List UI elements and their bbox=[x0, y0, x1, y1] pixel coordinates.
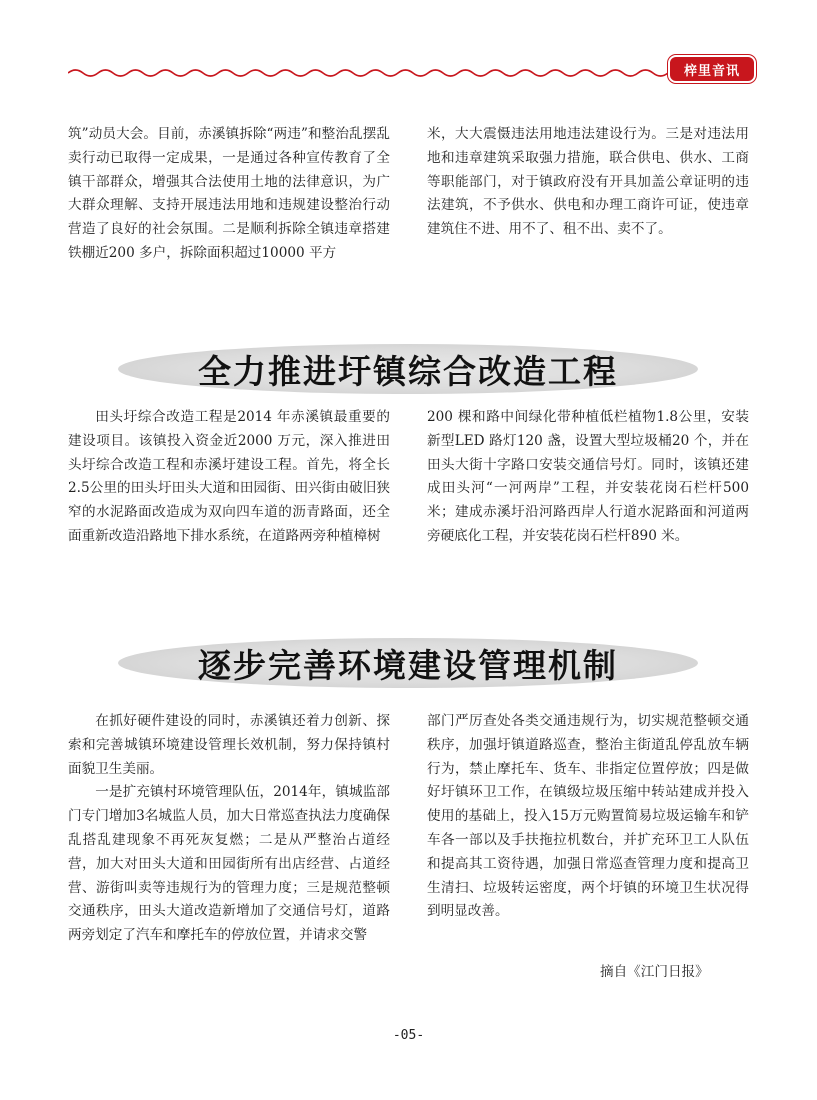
section0-right-column bbox=[427, 123, 749, 242]
section2-left-paragraph-1: 在抓好硬件建设的同时，赤溪镇还着力创新、探索和完善城镇环境建设管理长效机制，努力保持镇村面貌卫生美丽。 bbox=[68, 713, 390, 777]
header-wave-border bbox=[68, 66, 668, 80]
section2-heading-banner bbox=[118, 636, 698, 690]
section2-right-column bbox=[427, 710, 749, 924]
source-citation: 摘自《江门日报》 bbox=[600, 964, 709, 980]
section2-left-paragraph-2: 一是扩充镇村环境管理队伍，2014年，镇城监部门专门增加3名城监人员，加大日常巡查执法力度确保乱搭乱建现象不再死灰复燃；二是从严整治占道经营，加大对田头大道和田园街所有出店经营、占道经营、游街叫卖等违规行为的管理力度；三是规范整顿交通秩序，田头大道改造新增加了交通信号灯，道路两旁划定了汽车和摩托车的停放位置，并请求交警 bbox=[68, 784, 390, 944]
section0-left-text: 筑”动员大会。目前，赤溪镇拆除“两违”和整治乱摆乱卖行动已取得一定成果，一是通过各种宣传教育了全镇干部群众，增强其合法使用土地的法律意识，为广大群众理解、支持开展违法用地和违规建设整治行动营造了良好的社会氛围。二是顺利拆除全镇违章搭建铁棚近200 多户，拆除面积超过10000 平方 bbox=[68, 126, 390, 261]
section1-right-text: 200 棵和路中间绿化带种植低栏植物1.8公里，安装新型LED 路灯120 盏，设置大型垃圾桶20 个，并在田头大街十字路口安装交通信号灯。同时，该镇还建成田头河“一河两岸”工程，并安装花岗石栏杆500 米；建成赤溪圩沿河路西岸人行道水泥路面和河道两旁硬底化工程，并安装花岗石栏杆890 米。 bbox=[427, 409, 749, 544]
section1-heading-banner bbox=[118, 342, 698, 396]
page-number: -05- bbox=[392, 1028, 425, 1043]
section0-left-column bbox=[68, 123, 390, 266]
section1-left-text: 田头圩综合改造工程是2014 年赤溪镇最重要的建设项目。该镇投入资金近2000 万元，深入推进田头圩综合改造工程和赤溪圩建设工程。首先，将全长2.5公里的田头圩田头大道和田园街、田兴街由破旧狭窄的水泥路面改造成为双向四车道的沥青路面，还全面重新改造沿路地下排水系统，在道路两旁种植樟树 bbox=[68, 409, 390, 544]
section1-right-column bbox=[427, 406, 749, 549]
section1-left-column bbox=[68, 406, 390, 549]
section1-heading: 全力推进圩镇综合改造工程 bbox=[198, 351, 618, 391]
section2-left-column bbox=[68, 710, 390, 948]
section2-right-text: 部门严厉查处各类交通违规行为，切实规范整顿交通秩序，加强圩镇道路巡查，整治主街道乱停乱放车辆行为，禁止摩托车、货车、非指定位置停放；四是做好圩镇环卫工作，在镇级垃圾压缩中转站建成并投入使用的基础上，投入15万元购置简易垃圾运输车和铲车各一部以及手扶拖拉机数台，并扩充环卫工人队伍和提高其工资待遇，加强日常巡查管理力度和提高卫生清扫、垃圾转运密度，两个圩镇的环境卫生状况得到明显改善。 bbox=[427, 713, 749, 920]
section2-heading: 逐步完善环境建设管理机制 bbox=[198, 645, 618, 685]
section0-right-text: 米，大大震慑违法用地违法建设行为。三是对违法用地和违章建筑采取强力措施，联合供电、供水、工商等职能部门，对于镇政府没有开具加盖公章证明的违法建筑，不予供水、供电和办理工商许可证，使违章建筑住不进、用不了、租不出、卖不了。 bbox=[427, 126, 749, 238]
header-badge: 梓里音讯 bbox=[668, 55, 756, 83]
